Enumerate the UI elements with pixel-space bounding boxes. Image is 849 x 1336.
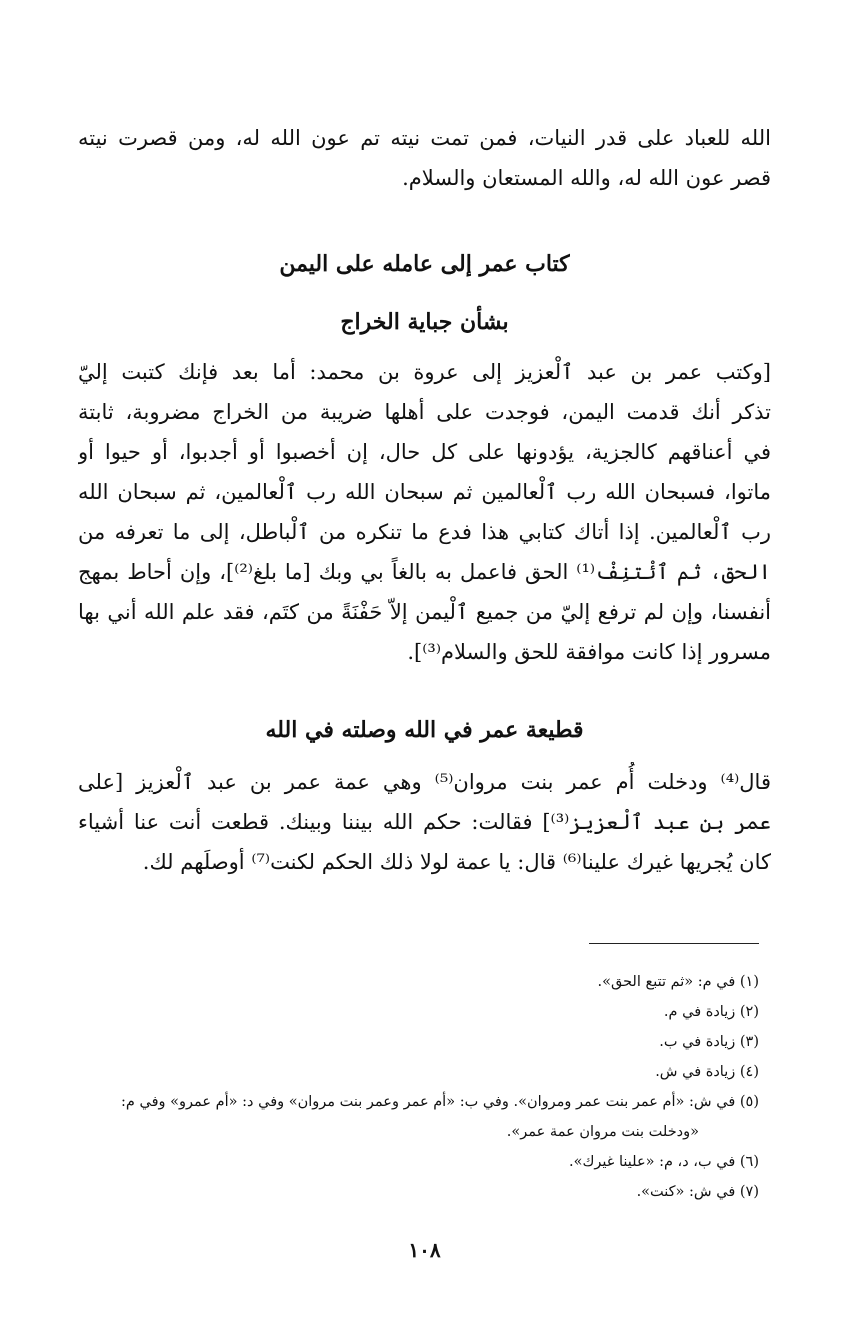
footnote: (٣) زيادة في ب.	[659, 1034, 759, 1050]
text-line: مسرور إذا كانت موافقة للحق والسلام⁽³⁾].	[407, 640, 771, 664]
text-line: كان يُجريها غيرك علينا⁽⁶⁾ قال: يا عمة لولا ذلك الحكم لكنت⁽⁷⁾ أوصلَهم لك.	[142, 850, 771, 874]
footnote: (١) في م: «ثم تتبع الحق».	[597, 974, 759, 990]
text-line: في أعناقهم كالجزية، يؤدونها على كل حال، إن أخصبوا أو أجدبوا، أو حيوا أو	[78, 440, 771, 464]
footnote: (٧) في ش: «كنت».	[636, 1184, 759, 1200]
text-line: أنفسنا، وإن لم ترفع إليّ من جميع ٱلْيمن إلاّ حَفْنَةً من كتَم، فقد علم الله أني بها	[78, 600, 771, 624]
intro-paragraph	[78, 118, 771, 198]
footnote-divider	[589, 943, 759, 944]
text-line: عمر بن عبد ٱلْعزيز⁽³⁾] فقالت: حكم الله بيننا وبينك. قطعت أنت عنا أشياء	[78, 810, 771, 834]
footnote: (٢) زيادة في م.	[663, 1004, 759, 1020]
footnote-continuation: «ودخلت بنت مروان عمة عمر».	[506, 1124, 699, 1140]
story-paragraph	[78, 762, 771, 882]
section-subtitle: بشأن جباية الخراج	[340, 309, 509, 335]
text-line: قال⁽⁴⁾ ودخلت أُم عمر بنت مروان⁽⁵⁾ وهي عمة عمر بن عبد ٱلْعزيز [على	[78, 770, 771, 794]
footnotes	[70, 967, 759, 1207]
page-body	[78, 118, 771, 882]
footnote: (٦) في ب، د، م: «علينا غيرك».	[568, 1154, 759, 1170]
text-line: ماتوا، فسبحان الله رب ٱلْعالمين ثم سبحان الله رب ٱلْعالمين، ثم سبحان الله	[78, 480, 771, 504]
footnote: (٥) في ش: «أم عمر بنت عمر ومروان». وفي ب: «أم عمر وعمر بنت مروان» وفي د: «أم عمرو» وفي م:	[121, 1094, 759, 1110]
letter-paragraph	[78, 352, 771, 672]
text-line: الله للعباد على قدر النيات، فمن تمت نيته تم عون الله له، ومن قصرت نيته	[78, 126, 771, 150]
text-line: تذكر أنك قدمت اليمن، فوجدت على أهلها ضريبة من الخراج مضروبة، ثابتة	[78, 400, 771, 424]
section-title: قطيعة عمر في الله وصلته في الله	[265, 717, 584, 743]
text-line: قصر عون الله له، والله المستعان والسلام.	[402, 166, 771, 190]
section-title: كتاب عمر إلى عامله على اليمن	[279, 251, 570, 277]
page-number: ١٠٨	[408, 1238, 441, 1262]
text-line: [وكتب عمر بن عبد ٱلْعزيز إلى عروة بن محمد: أما بعد فإنك كتبت إليّ	[78, 360, 771, 384]
footnote: (٤) زيادة في ش.	[655, 1064, 759, 1080]
text-line: رب ٱلْعالمين. إذا أتاك كتابي هذا فدع ما تنكره من ٱلْباطل، إلى ما تعرفه من	[78, 520, 771, 544]
text-line: الحق، ثم ٱئْتنِفْ⁽¹⁾ الحق فاعمل به بالغاً بي وبك [ما بلغ⁽²⁾]، وإن أحاط بمهج	[78, 560, 771, 584]
